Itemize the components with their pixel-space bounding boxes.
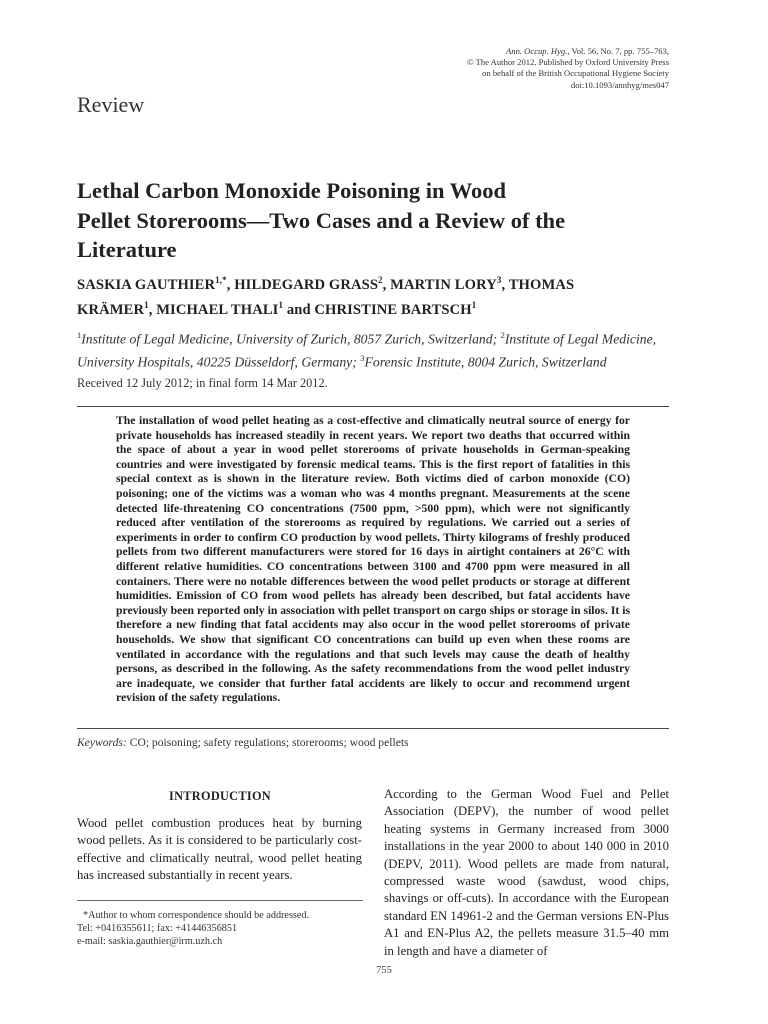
keywords-label: Keywords: [77, 736, 127, 749]
author-name: KRÄMER [77, 301, 145, 318]
correspondence-note: *Author to whom correspondence should be addressed. [83, 910, 310, 921]
author-separator: , [501, 276, 509, 293]
author-affiliation-mark: 1 [144, 299, 149, 310]
author-separator: , [226, 276, 235, 293]
journal-citation [309, 46, 669, 91]
affiliation-text: Institute of Legal Medicine, University of Zurich, 8057 Zurich, Switzerland; [81, 331, 501, 347]
title-line: Literature [77, 237, 177, 262]
author-line [77, 270, 687, 295]
author-separator: , [148, 301, 157, 318]
affiliation-line [77, 326, 697, 349]
page-number: 755 [376, 965, 392, 976]
email: e-mail: saskia.gauthier@irm.uzh.ch [77, 936, 223, 948]
abstract-top-rule [77, 406, 669, 407]
body-column-left: Wood pellet combustion produces heat by burning wood pellets. As it is considered to be particularly cost-effective and climatically neutral, wood pellet heating has increased substantially in recent years. [77, 816, 362, 883]
author-affiliation-mark: 1 [471, 299, 477, 310]
author-name: SASKIA GAUTHIER [77, 276, 216, 293]
author-name: CHRISTINE BARTSCH [314, 301, 472, 318]
author-line [77, 295, 687, 320]
affiliation-text: Forensic Institute, 8004 Zurich, Switzerland [364, 354, 607, 370]
title-line: Lethal Carbon Monoxide Poisoning in Wood [77, 178, 507, 203]
author-name: MICHAEL THALI [156, 301, 279, 318]
author-list [77, 270, 687, 320]
abstract: The installation of wood pellet heating as a cost-effective and climatically neutral source of energy for private households has increased steadily in recent years. We report two deaths that occurred within the space of about a year in wood pellet storerooms of private households in German-speaking countries and were investigated by forensic medical teams. This is the first report of fatalities in this special context as is shown in the literature review. Both victims died of carbon monoxide (CO) poisoning; one of the victims was a woman who was 4 months pregnant. Measurements at the scene detected life-threatening CO concentrations (7500 ppm, >500 ppm), which were not significantly reduced after ventilation of the storerooms as required by regulations. We carried out a series of experiments in order to confirm CO production by wood pellets. Thirty kilograms of freshly produced pellets from two different manufacturers were stored for 16 days in airtight containers at 26°C with different relative humidities. CO concentrations between 3100 and 4700 ppm were measured in all containers. There were no notable differences between the wood pellet products or storage at different humidities. Emission of CO from wood pellets has already been described, but fatal accidents have previously been reported only in association with pellet transport on cargo ships or storage in silos. It is therefore a new finding that fatal accidents may also occur in the wood pellet storerooms of private households. We show that significant CO concentrations can build up even when these rooms are ventilated in accordance with the regulations and that such levels may cause the death of healthy persons, as described in the following. As the safety recommendations from the wood pellet industry are inadequate, we consider that further fatal accidents are likely to occur and recommend urgent revision of the safety regulations. [116, 414, 630, 705]
author-affiliation-mark: 1,* [215, 275, 227, 285]
abstract-bottom-rule [77, 728, 669, 729]
keywords [77, 736, 409, 749]
introduction-heading: INTRODUCTION [169, 789, 271, 803]
correspondence-footnote [77, 909, 363, 949]
doi-line: doi:10.1093/annhyg/mes047 [570, 79, 669, 90]
title-line: Pellet Storerooms—Two Cases and a Review of the [77, 207, 566, 233]
affiliation-text: University Hospitals, 40225 Düsseldorf, Germany; [77, 354, 361, 370]
affiliation-mark: 1 [77, 330, 82, 340]
society-line: on behalf of the British Occupational Hygiene Society [482, 68, 669, 79]
received-dates: Received 12 July 2012; in final form 14 Mar 2012. [77, 376, 328, 390]
copyright-line: © The Author 2012. Published by Oxford University Press [467, 57, 669, 68]
keywords-text: CO; poisoning; safety regulations; storerooms; wood pellets [126, 736, 409, 749]
affiliation-mark: 3 [360, 352, 365, 363]
author-name: HILDEGARD GRASS [234, 276, 379, 293]
author-separator: , [382, 276, 391, 293]
citation-line [309, 46, 669, 57]
affiliation-text: Institute of Legal Medicine, [504, 331, 657, 347]
body-column-right: According to the German Wood Fuel and Pellet Association (DEPV), the number of wood pellet heating systems in Germany increased from 3000 installations in the year 2000 to about 140 000 in 2010 (DEPV, 2011). Wood pellets are made from natural, compressed waste wood (sawdust, wood chips, shavings or off-cuts). In accordance with the European standard EN 14961-2 and the German versions EN-Plus A1 and EN-Plus A2, the pellets measure 31.5–40 mm in length and have a diameter of [384, 787, 669, 958]
author-name: THOMAS [508, 276, 575, 293]
affiliation-mark: 2 [500, 330, 505, 340]
tel-fax: Tel: +0416355611; fax: +41446356851 [77, 923, 238, 935]
author-name: MARTIN LORY [390, 276, 497, 293]
section-label: Review [77, 92, 145, 117]
author-affiliation-mark: 1 [278, 299, 284, 310]
volume-pages: , Vol. 56, No. 7, pp. 755–763, [567, 46, 669, 56]
footnote-rule [77, 900, 363, 901]
journal-abbrev: Ann. Occup. Hyg. [506, 46, 568, 56]
affiliations [77, 326, 697, 371]
author-affiliation-mark: 3 [496, 275, 502, 285]
article-title [77, 176, 677, 265]
affiliation-line [77, 349, 697, 372]
author-separator: and [283, 301, 315, 318]
author-affiliation-mark: 2 [378, 275, 383, 285]
